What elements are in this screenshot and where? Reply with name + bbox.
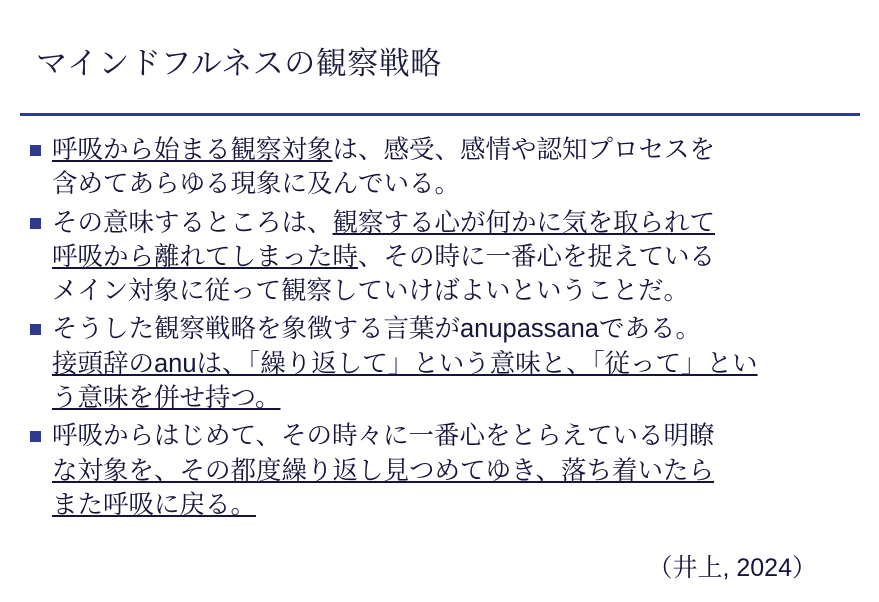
text-run: その意味するところは、: [52, 208, 333, 237]
text-run: 呼吸から始まる観察対象: [52, 136, 333, 164]
text-run: メイン対象に従って観察していけばよいということだ。: [52, 277, 689, 306]
bullet-square-icon: [30, 431, 41, 442]
text-run: 呼吸からはじめて、その時々に一番心をとらえている明瞭: [52, 422, 715, 451]
title-divider: [20, 113, 860, 116]
text-run: 観察する心が何かに気を取られて: [332, 208, 716, 237]
list-item: [30, 312, 858, 415]
bullet-square-icon: [30, 324, 41, 335]
bullet-square-icon: [30, 218, 41, 229]
list-item-text: [52, 206, 858, 309]
bullet-square-icon: [30, 145, 41, 156]
text-run: は、感受、感情や認知プロセスを: [332, 136, 716, 164]
text-run: 呼吸から離れてしまった時: [52, 242, 359, 271]
text-run: 、その時に一番心を捉えている: [358, 242, 716, 271]
text-run: 接頭辞のanuは、「繰り返して」という意味と、「従って」とい: [52, 349, 758, 378]
list-item-text: [52, 133, 858, 202]
list-item-text: [52, 419, 858, 522]
text-run: な対象を、その都度繰り返し見つめてゆき、落ち着いたら: [52, 456, 714, 485]
text-run: また呼吸に戻る。: [52, 490, 257, 519]
list-item: [30, 419, 858, 522]
text-run: う意味を併せ持つ。: [52, 384, 281, 413]
bullet-list: [30, 133, 858, 526]
text-run: そうした観察戦略を象徴する言葉がanupassanaである。: [52, 315, 701, 344]
page-title: マインドフルネスの観察戦略: [36, 46, 442, 81]
list-item: [30, 133, 858, 202]
text-run: 含めてあらゆる現象に及んでいる。: [52, 170, 461, 199]
list-item: [30, 206, 858, 309]
list-item-text: [52, 312, 858, 415]
citation: （井上, 2024）: [647, 554, 817, 582]
